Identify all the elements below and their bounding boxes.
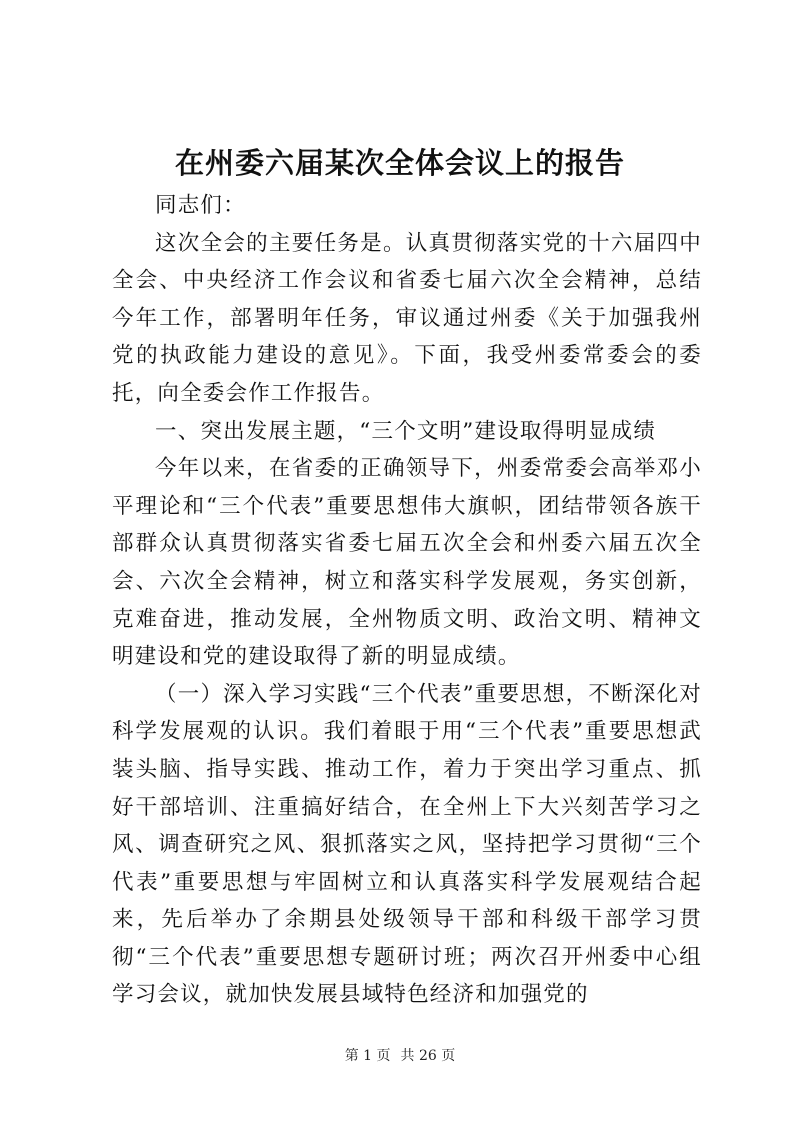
salutation: 同志们：	[155, 193, 246, 218]
page-total: 共 26 页	[400, 1048, 456, 1064]
document-title: 在州委六届某次全体会议上的报告	[174, 146, 625, 180]
document-body	[112, 187, 702, 1014]
paragraph-intro: 这次全会的主要任务是。认真贯彻落实党的十六届四中全会、中央经济工作会议和省委七届六次全会精神，总结今年工作，部署明年任务，审议通过州委《关于加强我州党的执政能力建设的意见》。下面，我受州委常委会的委托，向全委会作工作报告。	[112, 230, 702, 406]
section-heading: 一、突出发展主题，“三个文明”建设取得明显成绩	[155, 418, 657, 444]
page-footer	[0, 1046, 800, 1066]
page-number: 第 1 页	[344, 1048, 391, 1064]
paragraph-progress: 今年以来，在省委的正确领导下，州委常委会高举邓小平理论和“三个代表”重要思想伟大旗帜，团结带领各族干部群众认真贯彻落实省委七届五次全会和州委六届五次全会、六次全会精神，树立和落实科学发展观，务实创新，克难奋进，推动发展，全州物质文明、政治文明、精神文明建设和党的建设取得了新的明显成绩。	[112, 456, 702, 670]
paragraph-subsection-1: （一）深入学习实践“三个代表”重要思想，不断深化对科学发展观的认识。我们着眼于用“三个代表”重要思想武装头脑、指导实践、推动工作，着力于突出学习重点、抓好干部培训、注重搞好结合，在全州上下大兴刻苦学习之风、调查研究之风、狠抓落实之风，坚持把学习贯彻“三个代表”重要思想与牢固树立和认真落实科学发展观结合起来，先后举办了余期县处级领导干部和科级干部学习贯彻“三个代表”重要思想专题研讨班；两次召开州委中心组学习会议，就加快发展县域特色经济和加强党的	[112, 681, 702, 1008]
